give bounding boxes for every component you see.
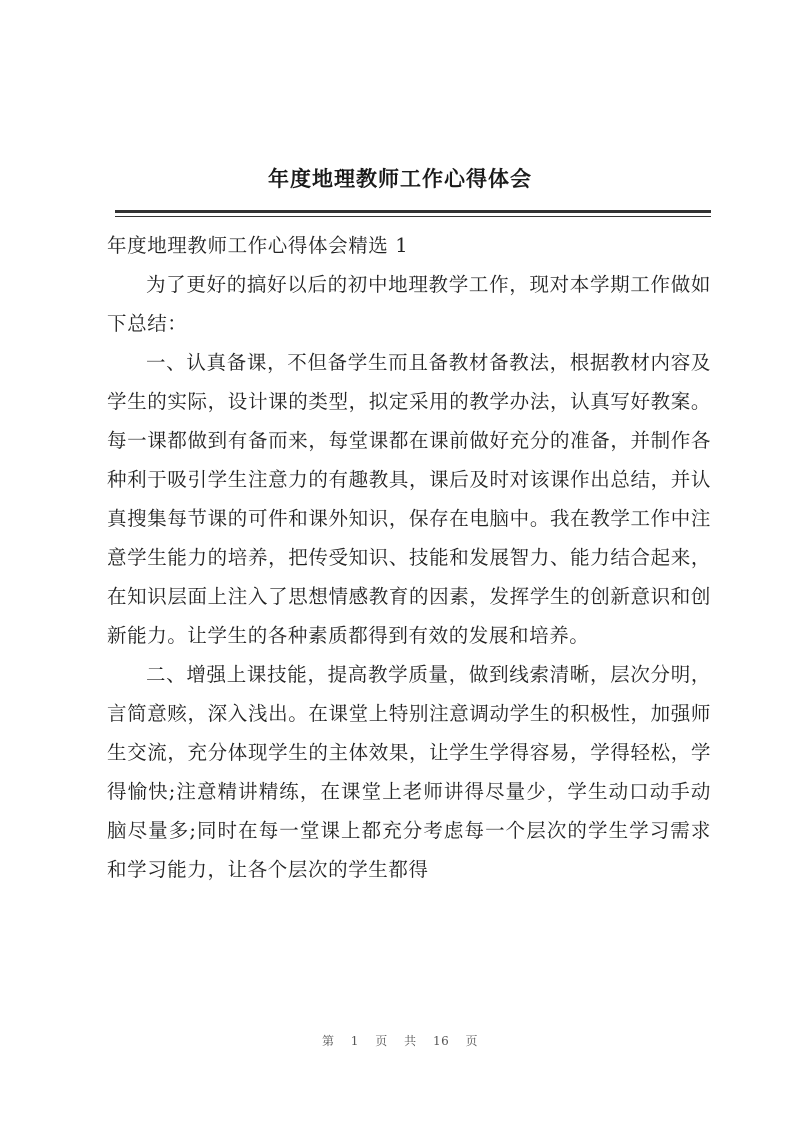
paragraph-teaching-skills: 二、增强上课技能，提高教学质量，做到线索清晰，层次分明，言简意赅，深入浅出。在课堂上特别注意调动学生的积极性，加强师生交流，充分体现学生的主体效果，让学生学得容易，学得轻松，学得愉快;注意精讲精练，在课堂上老师讲得尽量少，学生动口动手动脑尽量多;同时在每一堂课上都充分考虑每一个层次的学生学习需求和学习能力，让各个层次的学生都得	[107, 663, 711, 881]
footer-page-total: 16	[432, 1034, 450, 1048]
footer-page-unit: 页	[375, 1034, 388, 1048]
title-rule-thin	[115, 216, 711, 217]
section-heading: 年度地理教师工作心得体会精选 1	[107, 234, 409, 257]
paragraph-intro: 为了更好的搞好以后的初中地理教学工作，现对本学期工作做如下总结：	[107, 273, 711, 335]
title-rule-thick	[115, 210, 711, 213]
paragraph-preparation: 一、认真备课，不但备学生而且备教材备教法，根据教材内容及学生的实际，设计课的类型，拟定采用的教学办法，认真写好教案。每一课都做到有备而来，每堂课都在课前做好充分的准备，并制作各种利于吸引学生注意力的有趣教具，课后及时对该课作出总结，并认真搜集每节课的可件和课外知识，保存在电脑中。我在教学工作中注意学生能力的培养，把传受知识、技能和发展智力、能力结合起来，在知识层面上注入了思想情感教育的因素，发挥学生的创新意识和创新能力。让学生的各种素质都得到有效的发展和培养。	[107, 351, 711, 647]
document-body	[107, 226, 711, 889]
footer-page-current: 1	[350, 1034, 359, 1048]
footer-page-label: 第	[321, 1034, 335, 1048]
page-footer	[0, 1032, 800, 1049]
footer-total-unit: 页	[465, 1034, 479, 1048]
footer-total-label: 共	[404, 1034, 417, 1048]
document-title: 年度地理教师工作心得体会	[268, 167, 532, 191]
